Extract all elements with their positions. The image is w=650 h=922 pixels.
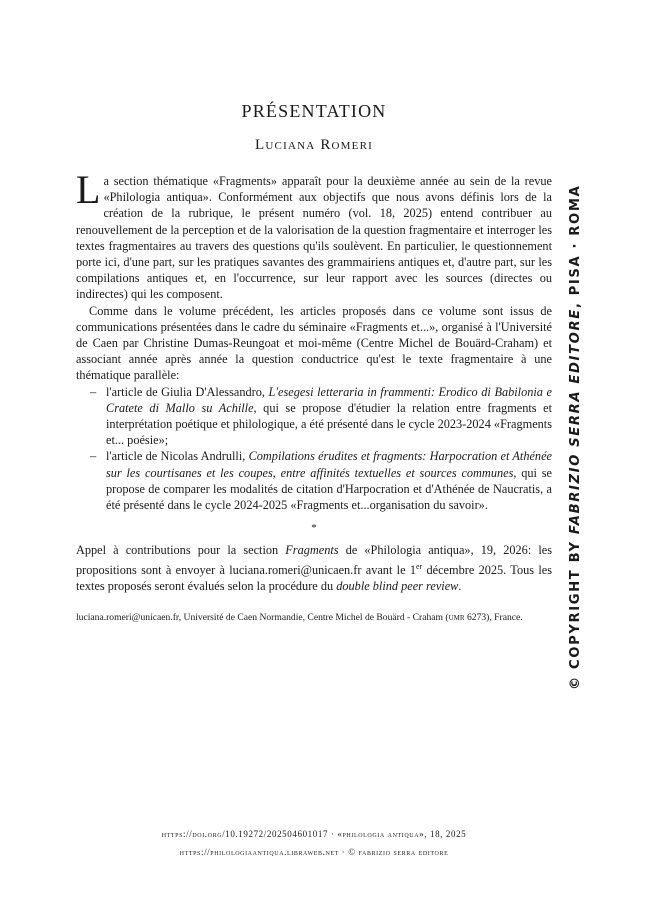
call-text: . (458, 578, 462, 593)
article-title: Compilations érudites et fragments: Harpocration et Athénée sur les courtisanes et les coupes, entre affinités textuelles et sources communes (106, 449, 552, 480)
article-body (76, 167, 552, 594)
list-dash: – (90, 384, 97, 399)
copyright-text: , PISA · ROMA (568, 184, 583, 309)
author-footnote (76, 611, 552, 624)
paragraph-1 (76, 167, 552, 303)
list-item (76, 384, 552, 449)
page-title: PRÉSENTATION (241, 101, 387, 121)
list-item-text: l'article de Nicolas Andrulli, (106, 449, 249, 464)
copyright-text: © COPYRIGHT BY (568, 534, 583, 690)
footnote-text: luciana.romeri@unicaen.fr, Université de Caen Normandie, Centre Michel de Bouärd - Craham ( (76, 612, 449, 623)
list-item-text: , qui se propose de comparer les modalités de citation d'Harpocration et d'Athénée de Naucratis, a été présenté dans le cycle 2024-2025 «Fragments et...organisation du savoir». (106, 465, 552, 513)
call-text: Appel à contributions pour la section (76, 543, 286, 558)
review-procedure: double blind peer review (336, 578, 459, 593)
author-name: Luciana Romeri (255, 137, 373, 153)
ordinal-superscript: er (415, 561, 423, 571)
call-for-papers (76, 542, 552, 594)
drop-cap: L (76, 167, 101, 212)
section-name: Fragments (285, 543, 339, 558)
article-list (76, 384, 552, 514)
list-item-text: l'article de Giulia D'Alessandro, (106, 384, 269, 399)
article-title: L'esegesi letteraria in frammenti: Erodico di Babilonia e Cratete di Mallo su Achille (106, 384, 552, 415)
call-text: décembre 2025. Tous les textes proposés seront évalués selon la procédure du (76, 562, 552, 593)
copyright-notice (568, 185, 583, 690)
footer-website: https://philologiaantiqua.libraweb.net · © fabrizio serra editore (179, 847, 449, 857)
copyright-publisher: FABRIZIO SERRA EDITORE (568, 308, 583, 535)
footnote-text: ), France. (486, 612, 523, 623)
footer-doi: https://doi.org/10.19272/202504601017 · «philologia antiqua», 18, 2025 (161, 829, 467, 839)
call-text: de «Philologia antiqua», 19, 2026: les propositions sont à envoyer à luciana.romeri@unicaen.fr avant le 1 (76, 543, 552, 577)
list-item-text: , qui se propose d'étudier la relation entre fragments et interprétation poétique et philologique, a été présenté dans le cycle 2023-2024 «Fragments et... poésie»; (106, 400, 552, 448)
list-dash: – (90, 449, 97, 464)
list-item (76, 448, 552, 513)
section-separator: * (311, 522, 317, 535)
paragraph-2: Comme dans le volume précédent, les articles proposés dans ce volume sont issus de communications présentées dans le cadre du séminaire «Fragments et...», organisé à l'Université de Caen par Christine Dumas-Reungoat et moi-même (Centre Michel de Bouärd-Craham) et associant année après année la question conductrice qu'est le texte fragmentaire à une thématique parallèle: (76, 303, 552, 383)
paragraph-1-text: a section thématique «Fragments» apparaît pour la deuxième année au sein de la revue «Philologia antiqua». Conformément aux objectifs que nous avons définis lors de la création de la rubrique, le présent numéro (vol. 18, 2025) entend contribuer au renouvellement de la perception et de la valorisation de la question fragmentaire et interroger les textes fragmentaires au travers des questions qu'ils soulèvent. En particulier, le questionnement porte ici, d'une part, sur les pratiques savantes des grammairiens antiques et, d'autre part, sur les compilations antiques et, en l'occurrence, sur leur rapport avec les sources (directes ou indirectes) qui les composent. (76, 174, 552, 302)
footnote-umr: umr 6273 (448, 612, 487, 623)
